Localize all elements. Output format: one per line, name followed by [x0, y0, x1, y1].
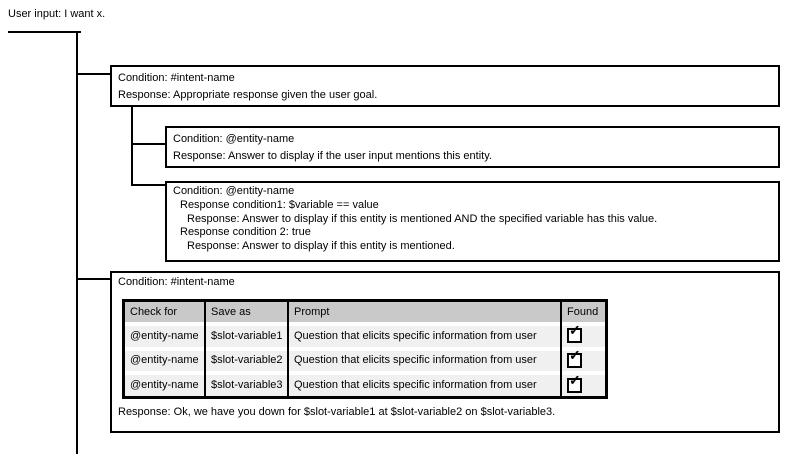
table-header-found: Found: [560, 302, 605, 322]
table-header-prompt: Prompt: [287, 302, 560, 322]
condition-text: Condition: #intent-name: [118, 276, 235, 288]
checked-checkbox-icon[interactable]: [567, 371, 582, 393]
response-condition-1-text: Response condition1: $variable == value: [180, 198, 379, 211]
check-mark-icon: ✓: [569, 322, 581, 339]
branch-line-entity-node: [132, 143, 165, 145]
dialog-node-entity: [165, 126, 780, 168]
table-cell-found: [560, 371, 605, 396]
table-cell-save-as: $slot-variable2: [204, 347, 287, 372]
check-mark-icon: ✓: [569, 346, 581, 363]
condition-text: Condition: @entity-name: [173, 133, 295, 145]
response-text: Response: Answer to display if the user input mentions this entity.: [173, 150, 492, 162]
table-cell-prompt: Question that elicits specific information from user: [287, 371, 560, 396]
response-2-text: Response: Answer to display if this entity is mentioned.: [187, 240, 455, 253]
checked-checkbox-icon[interactable]: [567, 346, 582, 368]
table-cell-prompt: Question that elicits specific information from user: [287, 347, 560, 372]
table-header-check-for: Check for: [125, 302, 204, 322]
condition-text: Condition: #intent-name: [118, 72, 235, 84]
dialog-node-entity-multiresponse: [165, 181, 780, 262]
table-header-save-as: Save as: [204, 302, 287, 322]
root-underline-connector: [8, 31, 81, 33]
table-cell-check-for: @entity-name: [125, 347, 204, 372]
check-mark-icon: ✓: [569, 371, 581, 388]
response-1-text: Response: Answer to display if this entity is mentioned AND the specified variable has this value.: [187, 212, 658, 225]
table-cell-check-for: @entity-name: [125, 322, 204, 347]
table-cell-save-as: $slot-variable3: [204, 371, 287, 396]
dialog-node-slots: [110, 271, 780, 433]
table-cell-found: [560, 322, 605, 347]
response-condition-2-text: Response condition 2: true: [180, 226, 311, 239]
condition-text: Condition: @entity-name: [173, 185, 295, 197]
slots-table: [122, 299, 608, 399]
checked-checkbox-icon[interactable]: [567, 322, 582, 343]
dialog-node-intent: [110, 65, 780, 107]
response-text: Response: Ok, we have you down for $slot-variable1 at $slot-variable2 on $slot-variable3.: [118, 406, 556, 418]
main-trunk-line: [76, 31, 78, 454]
branch-line-entity-multi-node: [132, 184, 165, 186]
table-cell-check-for: @entity-name: [125, 371, 204, 396]
table-cell-prompt: Question that elicits specific information from user: [287, 322, 560, 347]
child-trunk-line: [131, 106, 133, 186]
table-cell-found: [560, 347, 605, 372]
response-text: Response: Appropriate response given the user goal.: [118, 89, 378, 101]
branch-line-slots-node: [77, 278, 110, 280]
table-cell-save-as: $slot-variable1: [204, 322, 287, 347]
user-input-label: User input: I want x.: [8, 8, 106, 20]
branch-line-intent-node: [77, 73, 110, 75]
